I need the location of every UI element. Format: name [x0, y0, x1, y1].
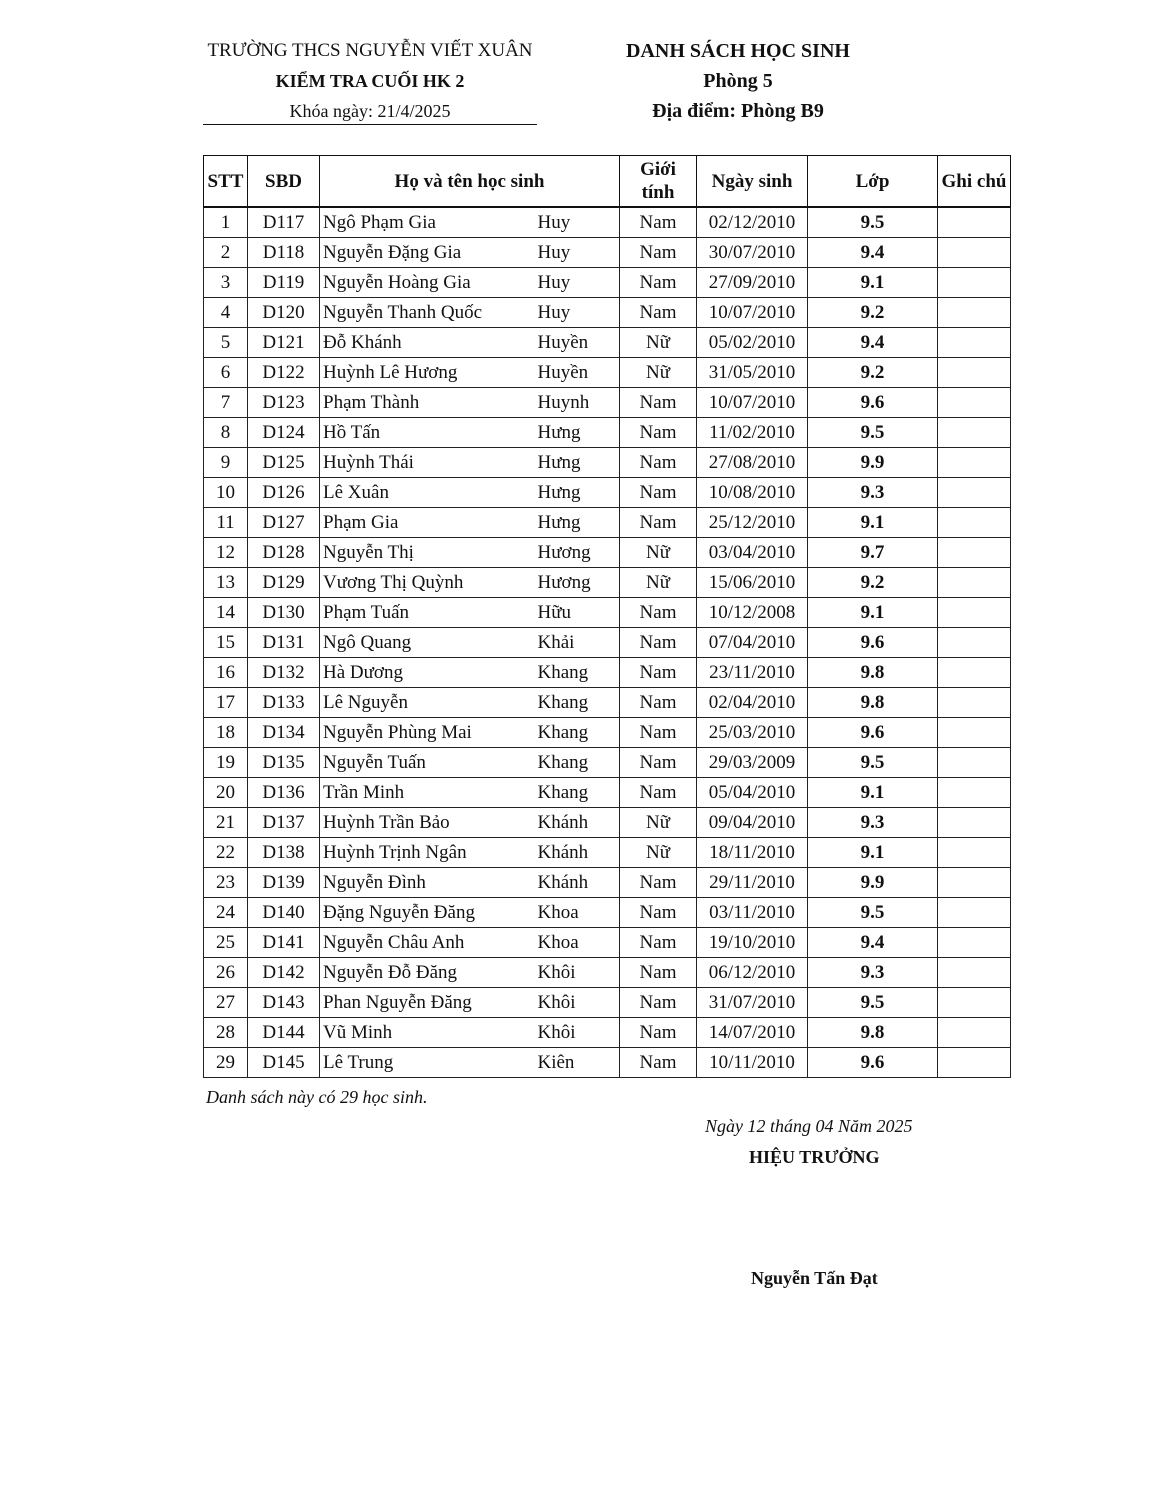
cell-surname: Vũ Minh: [320, 1018, 538, 1048]
cell-class: 9.2: [808, 568, 938, 598]
cell-sbd: D144: [248, 1018, 320, 1048]
cell-dob: 06/12/2010: [697, 958, 808, 988]
cell-class: 9.6: [808, 628, 938, 658]
cell-surname: Nguyễn Tuấn: [320, 748, 538, 778]
cell-gender: Nam: [620, 1018, 697, 1048]
cell-given-name: Huy: [538, 238, 620, 268]
cell-stt: 28: [204, 1018, 248, 1048]
cell-gender: Nữ: [620, 808, 697, 838]
cell-note: [938, 838, 1011, 868]
cell-stt: 3: [204, 268, 248, 298]
cell-given-name: Khôi: [538, 988, 620, 1018]
table-row: [204, 748, 1011, 778]
cell-sbd: D141: [248, 928, 320, 958]
cell-surname: Nguyễn Phùng Mai: [320, 718, 538, 748]
table-row: [204, 328, 1011, 358]
table-row: [204, 388, 1011, 418]
cell-note: [938, 388, 1011, 418]
cell-note: [938, 808, 1011, 838]
table-row: [204, 988, 1011, 1018]
cell-given-name: Huy: [538, 298, 620, 328]
col-gender-line1: Giới: [640, 159, 676, 180]
signer-role: HIỆU TRƯỞNG: [749, 1147, 880, 1167]
cell-given-name: Khang: [538, 688, 620, 718]
cell-gender: Nam: [620, 298, 697, 328]
cell-stt: 2: [204, 238, 248, 268]
cell-sbd: D118: [248, 238, 320, 268]
cell-gender: Nam: [620, 688, 697, 718]
cell-note: [938, 328, 1011, 358]
cell-given-name: Hương: [538, 568, 620, 598]
col-gender: [620, 156, 697, 208]
cell-gender: Nam: [620, 988, 697, 1018]
cell-dob: 23/11/2010: [697, 658, 808, 688]
cell-class: 9.5: [808, 207, 938, 238]
cell-gender: Nam: [620, 898, 697, 928]
table-row: [204, 568, 1011, 598]
table-row: [204, 688, 1011, 718]
cell-surname: Nguyễn Đặng Gia: [320, 238, 538, 268]
list-header: [600, 36, 876, 126]
cell-stt: 24: [204, 898, 248, 928]
cell-note: [938, 238, 1011, 268]
cell-sbd: D132: [248, 658, 320, 688]
cell-given-name: Hưng: [538, 478, 620, 508]
cell-gender: Nữ: [620, 568, 697, 598]
cell-sbd: D134: [248, 718, 320, 748]
exam-date: Khóa ngày: 21/4/2025: [289, 101, 451, 121]
cell-class: 9.9: [808, 448, 938, 478]
table-row: [204, 448, 1011, 478]
cell-given-name: Huy: [538, 207, 620, 238]
cell-given-name: Hương: [538, 538, 620, 568]
table-row: [204, 928, 1011, 958]
table-row: [204, 658, 1011, 688]
cell-gender: Nữ: [620, 538, 697, 568]
cell-sbd: D120: [248, 298, 320, 328]
cell-dob: 31/07/2010: [697, 988, 808, 1018]
cell-class: 9.9: [808, 868, 938, 898]
cell-class: 9.4: [808, 328, 938, 358]
cell-note: [938, 508, 1011, 538]
cell-gender: Nữ: [620, 838, 697, 868]
table-row: [204, 268, 1011, 298]
cell-stt: 23: [204, 868, 248, 898]
cell-note: [938, 598, 1011, 628]
cell-surname: Ngô Phạm Gia: [320, 207, 538, 238]
cell-dob: 14/07/2010: [697, 1018, 808, 1048]
cell-given-name: Kiên: [538, 1048, 620, 1078]
cell-stt: 8: [204, 418, 248, 448]
cell-surname: Hồ Tấn: [320, 418, 538, 448]
cell-gender: Nam: [620, 658, 697, 688]
location-label: Địa điểm: Phòng B9: [652, 100, 824, 122]
cell-sbd: D124: [248, 418, 320, 448]
cell-gender: Nam: [620, 748, 697, 778]
exam-name: KIỂM TRA CUỐI HK 2: [275, 71, 465, 91]
cell-class: 9.5: [808, 748, 938, 778]
cell-sbd: D133: [248, 688, 320, 718]
cell-given-name: Khải: [538, 628, 620, 658]
school-name: TRƯỜNG THCS NGUYỄN VIẾT XUÂN: [207, 40, 533, 61]
cell-class: 9.7: [808, 538, 938, 568]
cell-sbd: D142: [248, 958, 320, 988]
cell-note: [938, 688, 1011, 718]
cell-stt: 17: [204, 688, 248, 718]
cell-stt: 6: [204, 358, 248, 388]
cell-sbd: D135: [248, 748, 320, 778]
table-row: [204, 808, 1011, 838]
cell-gender: Nữ: [620, 328, 697, 358]
cell-stt: 9: [204, 448, 248, 478]
cell-sbd: D125: [248, 448, 320, 478]
cell-dob: 10/07/2010: [697, 388, 808, 418]
cell-note: [938, 898, 1011, 928]
cell-stt: 27: [204, 988, 248, 1018]
cell-note: [938, 778, 1011, 808]
cell-surname: Huỳnh Lê Hương: [320, 358, 538, 388]
cell-given-name: Hưng: [538, 448, 620, 478]
sign-date: Ngày 12 tháng 04 Năm 2025: [705, 1116, 913, 1136]
cell-sbd: D140: [248, 898, 320, 928]
cell-given-name: Khang: [538, 718, 620, 748]
cell-stt: 12: [204, 538, 248, 568]
cell-note: [938, 928, 1011, 958]
cell-note: [938, 568, 1011, 598]
cell-note: [938, 207, 1011, 238]
cell-class: 9.4: [808, 928, 938, 958]
cell-surname: Huỳnh Trịnh Ngân: [320, 838, 538, 868]
cell-stt: 29: [204, 1048, 248, 1078]
cell-dob: 10/07/2010: [697, 298, 808, 328]
cell-dob: 02/12/2010: [697, 207, 808, 238]
cell-class: 9.1: [808, 508, 938, 538]
cell-note: [938, 988, 1011, 1018]
cell-gender: Nữ: [620, 358, 697, 388]
cell-gender: Nam: [620, 598, 697, 628]
signer-name: Nguyễn Tấn Đạt: [751, 1268, 878, 1288]
cell-sbd: D121: [248, 328, 320, 358]
cell-class: 9.1: [808, 598, 938, 628]
cell-given-name: Huy: [538, 268, 620, 298]
cell-given-name: Khánh: [538, 808, 620, 838]
cell-gender: Nam: [620, 778, 697, 808]
cell-dob: 18/11/2010: [697, 838, 808, 868]
cell-gender: Nam: [620, 868, 697, 898]
cell-surname: Hà Dương: [320, 658, 538, 688]
cell-given-name: Hưng: [538, 508, 620, 538]
cell-dob: 10/12/2008: [697, 598, 808, 628]
cell-dob: 09/04/2010: [697, 808, 808, 838]
cell-stt: 10: [204, 478, 248, 508]
cell-class: 9.1: [808, 838, 938, 868]
cell-gender: Nam: [620, 478, 697, 508]
table-row: [204, 598, 1011, 628]
cell-stt: 7: [204, 388, 248, 418]
cell-sbd: D129: [248, 568, 320, 598]
cell-surname: Trần Minh: [320, 778, 538, 808]
cell-note: [938, 628, 1011, 658]
cell-sbd: D119: [248, 268, 320, 298]
cell-sbd: D131: [248, 628, 320, 658]
cell-dob: 03/04/2010: [697, 538, 808, 568]
table-row: [204, 838, 1011, 868]
cell-note: [938, 1048, 1011, 1078]
table-row: [204, 868, 1011, 898]
cell-dob: 10/08/2010: [697, 478, 808, 508]
cell-dob: 05/02/2010: [697, 328, 808, 358]
cell-note: [938, 358, 1011, 388]
cell-dob: 29/11/2010: [697, 868, 808, 898]
cell-surname: Nguyễn Châu Anh: [320, 928, 538, 958]
cell-class: 9.4: [808, 238, 938, 268]
table-row: [204, 778, 1011, 808]
cell-dob: 07/04/2010: [697, 628, 808, 658]
cell-given-name: Khang: [538, 658, 620, 688]
cell-gender: Nam: [620, 928, 697, 958]
cell-dob: 27/08/2010: [697, 448, 808, 478]
cell-given-name: Hưng: [538, 418, 620, 448]
cell-note: [938, 748, 1011, 778]
cell-dob: 15/06/2010: [697, 568, 808, 598]
cell-dob: 30/07/2010: [697, 238, 808, 268]
cell-stt: 13: [204, 568, 248, 598]
table-row: [204, 238, 1011, 268]
cell-dob: 25/03/2010: [697, 718, 808, 748]
cell-surname: Lê Xuân: [320, 478, 538, 508]
cell-surname: Phạm Thành: [320, 388, 538, 418]
page-title: DANH SÁCH HỌC SINH: [626, 40, 850, 62]
cell-dob: 10/11/2010: [697, 1048, 808, 1078]
cell-given-name: Khang: [538, 748, 620, 778]
cell-class: 9.6: [808, 718, 938, 748]
cell-dob: 11/02/2010: [697, 418, 808, 448]
cell-stt: 22: [204, 838, 248, 868]
cell-stt: 21: [204, 808, 248, 838]
cell-gender: Nam: [620, 718, 697, 748]
cell-class: 9.2: [808, 298, 938, 328]
cell-class: 9.8: [808, 658, 938, 688]
cell-note: [938, 718, 1011, 748]
cell-note: [938, 958, 1011, 988]
col-class: Lớp: [808, 156, 938, 208]
cell-dob: 29/03/2009: [697, 748, 808, 778]
cell-sbd: D123: [248, 388, 320, 418]
cell-surname: Ngô Quang: [320, 628, 538, 658]
table-row: [204, 898, 1011, 928]
cell-surname: Nguyễn Hoàng Gia: [320, 268, 538, 298]
table-row: [204, 538, 1011, 568]
cell-gender: Nam: [620, 508, 697, 538]
cell-given-name: Huyền: [538, 328, 620, 358]
cell-gender: Nam: [620, 958, 697, 988]
table-row: [204, 508, 1011, 538]
cell-class: 9.8: [808, 1018, 938, 1048]
cell-class: 9.8: [808, 688, 938, 718]
cell-note: [938, 658, 1011, 688]
table-row: [204, 1018, 1011, 1048]
cell-gender: Nam: [620, 448, 697, 478]
cell-surname: Lê Trung: [320, 1048, 538, 1078]
cell-class: 9.5: [808, 988, 938, 1018]
cell-given-name: Khôi: [538, 1018, 620, 1048]
cell-note: [938, 1018, 1011, 1048]
cell-class: 9.3: [808, 808, 938, 838]
cell-sbd: D137: [248, 808, 320, 838]
cell-surname: Nguyễn Đỗ Đăng: [320, 958, 538, 988]
cell-given-name: Khoa: [538, 898, 620, 928]
cell-sbd: D117: [248, 207, 320, 238]
cell-given-name: Khánh: [538, 838, 620, 868]
cell-class: 9.5: [808, 898, 938, 928]
cell-note: [938, 418, 1011, 448]
cell-surname: Phạm Tuấn: [320, 598, 538, 628]
header-divider: [203, 124, 537, 125]
cell-surname: Đỗ Khánh: [320, 328, 538, 358]
cell-class: 9.1: [808, 778, 938, 808]
room-label: Phòng 5: [703, 70, 773, 92]
school-header: [203, 36, 537, 126]
cell-note: [938, 448, 1011, 478]
cell-class: 9.2: [808, 358, 938, 388]
cell-surname: Phan Nguyễn Đăng: [320, 988, 538, 1018]
cell-dob: 31/05/2010: [697, 358, 808, 388]
cell-stt: 1: [204, 207, 248, 238]
table-row: [204, 207, 1011, 238]
cell-sbd: D139: [248, 868, 320, 898]
cell-stt: 5: [204, 328, 248, 358]
cell-note: [938, 538, 1011, 568]
cell-stt: 19: [204, 748, 248, 778]
cell-surname: Nguyễn Thị: [320, 538, 538, 568]
cell-dob: 02/04/2010: [697, 688, 808, 718]
cell-given-name: Khánh: [538, 868, 620, 898]
table-header-row: [204, 156, 1011, 208]
cell-surname: Phạm Gia: [320, 508, 538, 538]
table-row: [204, 958, 1011, 988]
cell-class: 9.5: [808, 418, 938, 448]
cell-sbd: D127: [248, 508, 320, 538]
cell-dob: 19/10/2010: [697, 928, 808, 958]
table-row: [204, 1048, 1011, 1078]
cell-surname: Nguyễn Đình: [320, 868, 538, 898]
cell-stt: 26: [204, 958, 248, 988]
table-row: [204, 418, 1011, 448]
cell-gender: Nam: [620, 268, 697, 298]
cell-class: 9.3: [808, 958, 938, 988]
cell-stt: 14: [204, 598, 248, 628]
cell-given-name: Khoa: [538, 928, 620, 958]
cell-stt: 11: [204, 508, 248, 538]
cell-surname: Đặng Nguyễn Đăng: [320, 898, 538, 928]
table-row: [204, 478, 1011, 508]
student-table: [203, 155, 1011, 1078]
col-note: Ghi chú: [938, 156, 1011, 208]
col-sbd: SBD: [248, 156, 320, 208]
col-stt: STT: [204, 156, 248, 208]
table-row: [204, 718, 1011, 748]
cell-note: [938, 868, 1011, 898]
cell-given-name: Hữu: [538, 598, 620, 628]
cell-sbd: D138: [248, 838, 320, 868]
col-gender-line2: tính: [641, 182, 675, 203]
cell-note: [938, 268, 1011, 298]
cell-sbd: D122: [248, 358, 320, 388]
cell-sbd: D136: [248, 778, 320, 808]
cell-surname: Nguyễn Thanh Quốc: [320, 298, 538, 328]
cell-sbd: D126: [248, 478, 320, 508]
cell-gender: Nam: [620, 628, 697, 658]
cell-gender: Nam: [620, 207, 697, 238]
cell-given-name: Huynh: [538, 388, 620, 418]
col-dob: Ngày sinh: [697, 156, 808, 208]
cell-dob: 03/11/2010: [697, 898, 808, 928]
cell-class: 9.3: [808, 478, 938, 508]
cell-note: [938, 298, 1011, 328]
cell-stt: 20: [204, 778, 248, 808]
cell-stt: 18: [204, 718, 248, 748]
cell-given-name: Khang: [538, 778, 620, 808]
cell-gender: Nam: [620, 418, 697, 448]
cell-sbd: D143: [248, 988, 320, 1018]
cell-class: 9.6: [808, 388, 938, 418]
cell-sbd: D128: [248, 538, 320, 568]
cell-surname: Vương Thị Quỳnh: [320, 568, 538, 598]
cell-gender: Nam: [620, 1048, 697, 1078]
cell-class: 9.6: [808, 1048, 938, 1078]
cell-sbd: D145: [248, 1048, 320, 1078]
cell-surname: Lê Nguyễn: [320, 688, 538, 718]
cell-dob: 05/04/2010: [697, 778, 808, 808]
cell-gender: Nam: [620, 388, 697, 418]
cell-class: 9.1: [808, 268, 938, 298]
cell-stt: 4: [204, 298, 248, 328]
cell-gender: Nam: [620, 238, 697, 268]
cell-stt: 16: [204, 658, 248, 688]
cell-dob: 25/12/2010: [697, 508, 808, 538]
col-name: Họ và tên học sinh: [320, 156, 620, 208]
cell-note: [938, 478, 1011, 508]
cell-stt: 15: [204, 628, 248, 658]
cell-surname: Huỳnh Thái: [320, 448, 538, 478]
table-row: [204, 628, 1011, 658]
cell-given-name: Huyền: [538, 358, 620, 388]
cell-stt: 25: [204, 928, 248, 958]
summary-note: Danh sách này có 29 học sinh.: [206, 1087, 428, 1107]
table-row: [204, 358, 1011, 388]
cell-dob: 27/09/2010: [697, 268, 808, 298]
table-row: [204, 298, 1011, 328]
cell-sbd: D130: [248, 598, 320, 628]
cell-surname: Huỳnh Trần Bảo: [320, 808, 538, 838]
cell-given-name: Khôi: [538, 958, 620, 988]
